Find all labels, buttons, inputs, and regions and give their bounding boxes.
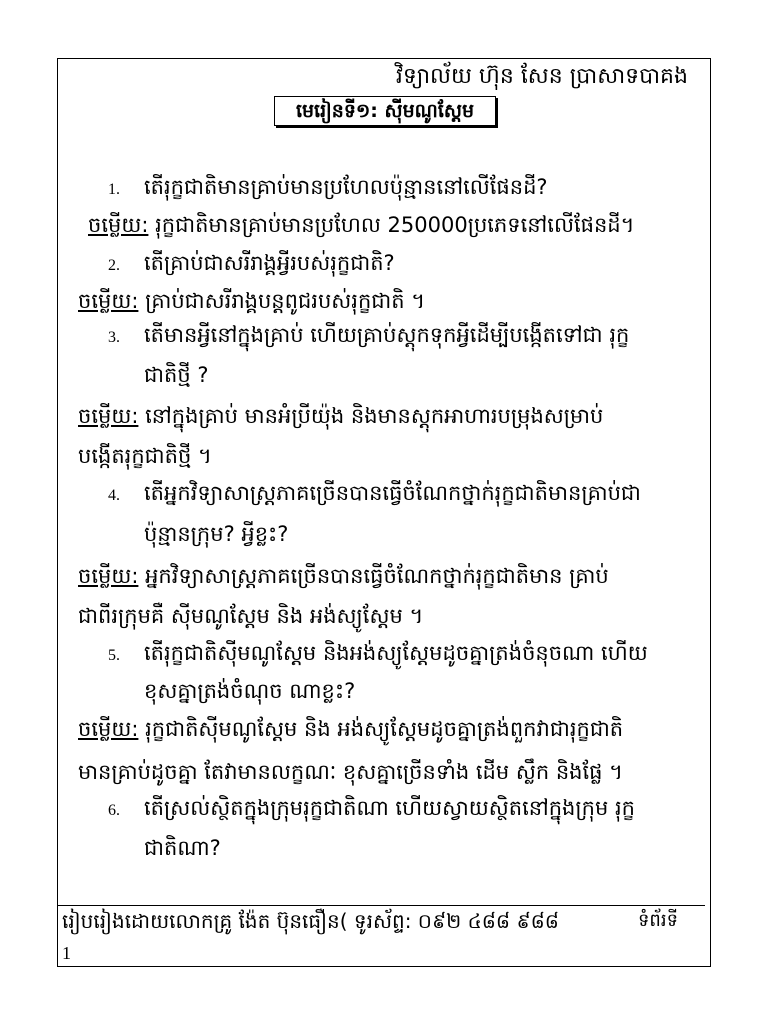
page-number: 1 [62,943,71,963]
question-text: តើរុក្ខជាតិមានគ្រាប់មានប្រហែលប៉ុន្មាននៅលើផែនដី? [144,175,548,199]
question-continuation: ខុសគ្នាត្រង់ចំណុច ណាខ្លះ? [144,679,356,703]
question-text: តើមានអ្វីនៅក្នុងគ្រាប់ ហើយគ្រាប់ស្តុកទុកអ្វីដើម្បីបង្កើតទៅជា រុក្ខ [144,323,630,347]
question-line [108,634,648,675]
answer-continuation: បង្កើតរុក្ខជាតិថ្មី ។ [78,444,212,468]
question-number: 3. [108,329,120,346]
answer-label: ចម្លើយ: [78,289,139,313]
answer-line [88,206,634,244]
school-name: វិទ្យាល័យ ហ៊ុន សែន ប្រាសាទបាគង [395,64,688,89]
answer-label: ចម្លើយ: [78,717,139,741]
answer-line [78,557,609,595]
question-text: តើរុក្ខជាតិស៊ីមណូស្តែម និងអង់ស្យូស្តែមដូចគ្នាត្រង់ចំនុចណា ហើយ [144,641,648,665]
answer-text: នៅក្នុងគ្រាប់ មានអំប្រីយ៉ុង និងមានស្តុកអាហារបម្រុងសម្រាប់ [138,404,604,428]
answer-text: រុក្ខជាតិស៊ីមណូស្តែម និង អង់ស្យូស្តែមដូចគ្នាត្រង់ពួកវាជារុក្ខជាតិ [138,717,624,741]
question-text: តើគ្រាប់ជាសរីរាង្គអ្វីរបស់រុក្ខជាតិ? [144,251,395,275]
footer-divider [57,905,705,906]
footer-author: រៀបរៀងដោយលោកគ្រូ ង៉ែត ប៊ុនធឿន( ទូរស័ព្ទ: ០៩២ ៤៨៨ ៩៨៨ [62,909,559,933]
question-number: 1. [108,181,120,198]
answer-text: រុក្ខជាតិមានគ្រាប់មានប្រហែល 250000ប្រភេទនៅលើផែនដី។ [148,213,635,237]
question-continuation: ប៉ុន្មានក្រុម? អ្វីខ្លះ? [144,522,289,546]
question-line [108,244,395,285]
question-continuation: ជាតិថ្មី ? [144,363,209,387]
answer-line [78,282,425,320]
answer-line [78,710,623,748]
lesson-title: មេរៀនទី១: ស៊ីមណូស្តែម [274,96,496,126]
answer-continuation: មានគ្រាប់ដូចគ្នា តែវាមានលក្ខណៈ ខុសគ្នាច្រើនទាំង ដើម ស្លឹក និងផ្លែ ។ [78,760,624,784]
question-number: 6. [108,802,120,819]
question-line [108,789,635,830]
question-line [108,316,629,357]
answer-text: អ្នកវិទ្យាសាស្ត្រភាគច្រើនបានធ្វើចំណែកថ្នាក់រុក្ខជាតិមាន គ្រាប់ [138,564,609,588]
answer-label: ចម្លើយ: [78,564,139,588]
question-number: 5. [108,647,120,664]
question-number: 2. [108,257,120,274]
footer-page-label: ទំព័រទី [638,910,678,931]
question-text: តើអ្នកវិទ្យាសាស្ត្រភាគច្រើនបានធ្វើចំណែកថ្នាក់រុក្ខជាតិមានគ្រាប់ជា [144,481,641,505]
answer-label: ចម្លើយ: [78,404,139,428]
question-continuation: ជាតិណា? [144,836,221,860]
answer-text: គ្រាប់ជាសរីរាង្គបន្តពូជរបស់រុក្ខជាតិ ។ [138,289,426,313]
question-line [108,168,548,209]
answer-line [78,397,603,435]
answer-label: ចម្លើយ: [88,213,149,237]
question-line [108,474,641,515]
question-number: 4. [108,487,120,504]
question-text: តើស្រល់ស្ថិតក្នុងក្រុមរុក្ខជាតិណា ហើយស្វាយស្ថិតនៅក្នុងក្រុម រុក្ខ [144,796,635,820]
answer-continuation: ជាពីរក្រុមគឺ ស៊ីមណូស្តែម និង អង់ស្យូស្តែម ។ [78,604,424,628]
